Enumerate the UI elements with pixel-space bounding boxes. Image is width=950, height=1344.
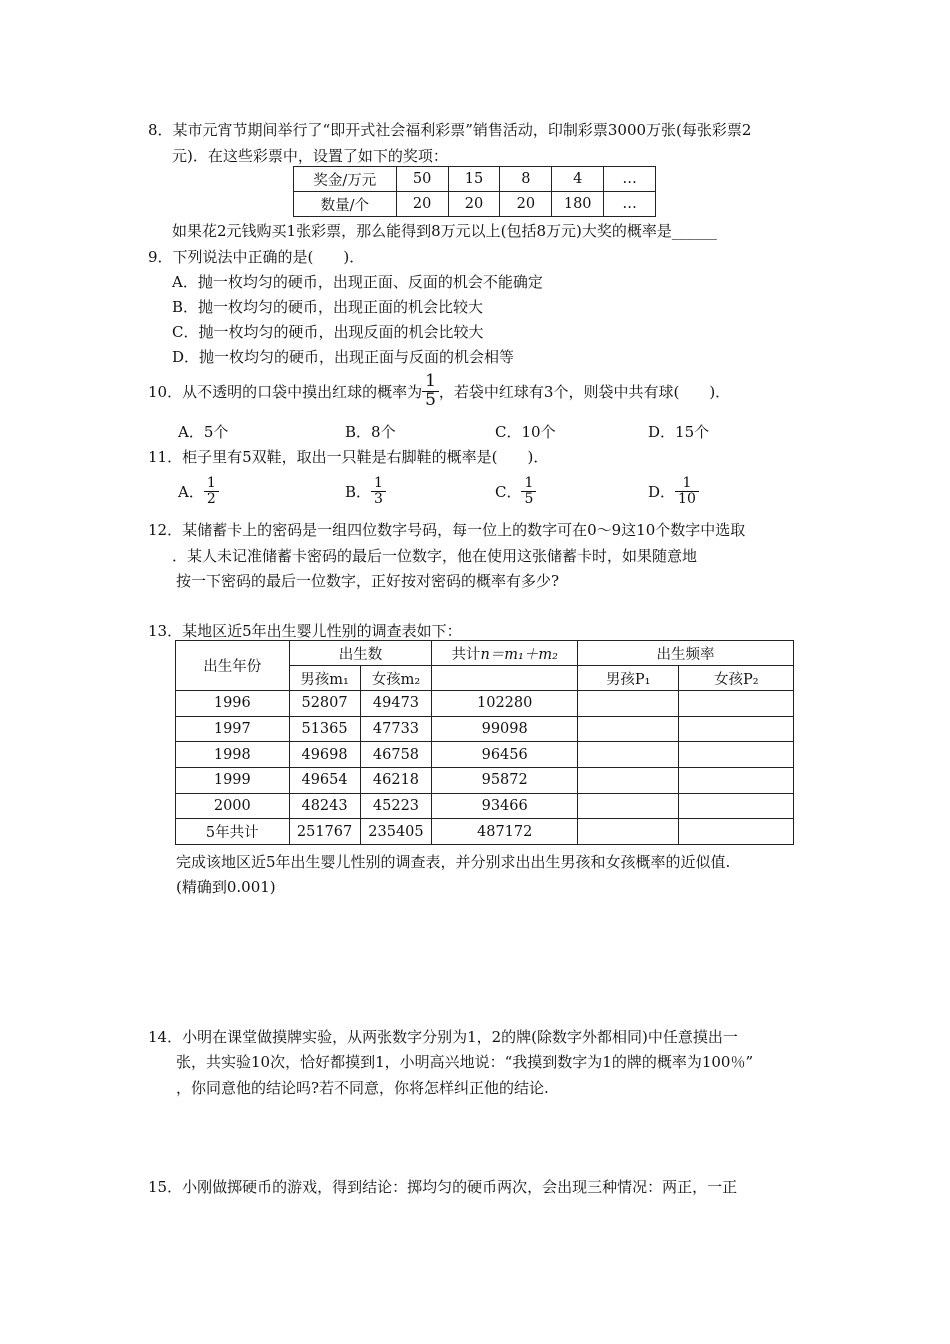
cell-girl: 46218 bbox=[360, 768, 432, 794]
table-row bbox=[176, 819, 794, 845]
q14-line1: 14．小明在课堂做摸牌实验，从两张数字分别为1，2的牌(除数字外都相同)中任意摸出一 bbox=[148, 1028, 738, 1046]
q10-stem bbox=[148, 368, 730, 414]
q11-stem: 11．柜子里有5双鞋，取出一只鞋是右脚鞋的概率是( )． bbox=[148, 448, 549, 466]
q11-option-a bbox=[178, 470, 219, 512]
header-boy: 男孩m₁ bbox=[289, 666, 360, 691]
q11-option-b bbox=[345, 470, 386, 512]
prize-count-cell: 20 bbox=[500, 192, 552, 217]
frac-den: 2 bbox=[206, 490, 216, 507]
q8-line1: 8．某市元宵节期间举行了“即开式社会福利彩票”销售活动，印制彩票3000万张(每张彩票2 bbox=[148, 121, 752, 139]
cell-boy: 52807 bbox=[289, 691, 360, 717]
cell-girl-p bbox=[679, 793, 794, 819]
cell-girl-p bbox=[679, 819, 794, 845]
table-row bbox=[176, 742, 794, 768]
cell-girl: 47733 bbox=[360, 716, 432, 742]
prize-amount-cell: 4 bbox=[552, 167, 604, 192]
prize-amount-cell: 8 bbox=[500, 167, 552, 192]
table-row bbox=[176, 768, 794, 794]
cell-girl: 49473 bbox=[360, 691, 432, 717]
frac-den: 3 bbox=[374, 490, 383, 507]
prize-amount-cell: 50 bbox=[396, 167, 448, 192]
header-total-pre: 共计 bbox=[451, 646, 481, 663]
q14-line2: 张，共实验10次，恰好都摸到1，小明高兴地说：“我摸到数字为1的牌的概率为100％” bbox=[176, 1053, 754, 1071]
prize-count-cell: 20 bbox=[448, 192, 500, 217]
q13-note2: (精确到0.001) bbox=[176, 878, 276, 896]
cell-boy-p bbox=[577, 716, 679, 742]
q8-line3: 如果花2元钱购买1张彩票，那么能得到8万元以上(包括8万元)大奖的概率是______ bbox=[172, 222, 717, 240]
q11-option-label: B． bbox=[345, 482, 372, 501]
cell-total: 95872 bbox=[432, 768, 578, 794]
frac-num: 1 bbox=[204, 476, 219, 492]
frac-den: 10 bbox=[678, 490, 696, 507]
cell-boy: 51365 bbox=[289, 716, 360, 742]
q9-option-b: B．抛一枚均匀的硬币，出现正面的机会比较大 bbox=[172, 298, 484, 316]
q14-line3: ，你同意他的结论吗?若不同意，你将怎样纠正他的结论. bbox=[176, 1079, 549, 1097]
q13-note1: 完成该地区近5年出生婴儿性别的调查表，并分别求出出生男孩和女孩概率的近似值. bbox=[176, 853, 731, 871]
cell-year: 1997 bbox=[176, 716, 290, 742]
header-total-formula: n＝m₁＋m₂ bbox=[480, 646, 558, 663]
q11-option-fraction bbox=[521, 476, 536, 506]
cell-girl-p bbox=[679, 691, 794, 717]
prize-count-label: 数量/个 bbox=[294, 192, 397, 217]
cell-girl: 235405 bbox=[360, 819, 432, 845]
q15-line1: 15．小刚做掷硬币的游戏，得到结论：掷均匀的硬币两次，会出现三种情况：两正，一正 bbox=[148, 1178, 738, 1196]
frac-den: 5 bbox=[524, 490, 534, 507]
header-total bbox=[432, 641, 578, 666]
prize-count-cell: … bbox=[604, 192, 656, 217]
q10-option-c: C．10个 bbox=[495, 423, 556, 441]
table-row bbox=[176, 691, 794, 717]
frac-num: 1 bbox=[521, 476, 536, 492]
q10-option-d: D．15个 bbox=[648, 423, 710, 441]
cell-year: 5年共计 bbox=[176, 819, 290, 845]
q11-option-label: A． bbox=[178, 482, 204, 501]
cell-year: 1999 bbox=[176, 768, 290, 794]
q10-frac-den: 5 bbox=[425, 389, 436, 410]
q11-option-label: D． bbox=[648, 482, 676, 501]
cell-boy: 48243 bbox=[289, 793, 360, 819]
frac-num: 1 bbox=[371, 476, 386, 492]
q12-line3: 按一下密码的最后一位数字，正好按对密码的概率有多少? bbox=[176, 572, 560, 590]
q11-option-fraction bbox=[371, 476, 386, 506]
cell-total: 93466 bbox=[432, 793, 578, 819]
cell-boy: 49698 bbox=[289, 742, 360, 768]
cell-total: 99098 bbox=[432, 716, 578, 742]
prize-count-cell: 180 bbox=[552, 192, 604, 217]
cell-girl: 46758 bbox=[360, 742, 432, 768]
q8-line2: 元)．在这些彩票中，设置了如下的奖项： bbox=[172, 147, 448, 165]
q9-option-d: D．抛一枚均匀的硬币，出现正面与反面的机会相等 bbox=[172, 348, 515, 366]
cell-year: 2000 bbox=[176, 793, 290, 819]
cell-boy-p bbox=[577, 691, 679, 717]
header-girl: 女孩m₂ bbox=[360, 666, 432, 691]
q9-option-a: A．抛一枚均匀的硬币，出现正面、反面的机会不能确定 bbox=[172, 273, 543, 291]
cell-girl-p bbox=[679, 768, 794, 794]
cell-boy: 251767 bbox=[289, 819, 360, 845]
q10-frac-num: 1 bbox=[422, 373, 439, 392]
cell-girl-p bbox=[679, 742, 794, 768]
cell-girl-p bbox=[679, 716, 794, 742]
cell-boy-p bbox=[577, 793, 679, 819]
q11-option-label: C． bbox=[495, 482, 522, 501]
q11-option-fraction bbox=[204, 476, 219, 506]
cell-boy-p bbox=[577, 768, 679, 794]
header-births: 出生数 bbox=[289, 641, 432, 666]
cell-year: 1996 bbox=[176, 691, 290, 717]
table-row bbox=[176, 716, 794, 742]
q12-line2: ．某人未记准储蓄卡密码的最后一位数字，他在使用这张储蓄卡时，如果随意地 bbox=[172, 547, 698, 565]
q10-post: ，若袋中红球有3个，则袋中共有球( )． bbox=[438, 382, 731, 401]
cell-boy: 49654 bbox=[289, 768, 360, 794]
header-freq: 出生频率 bbox=[577, 641, 793, 666]
birth-table bbox=[175, 640, 794, 845]
table-row bbox=[176, 793, 794, 819]
cell-year: 1998 bbox=[176, 742, 290, 768]
q11-option-d bbox=[648, 470, 699, 512]
cell-total: 102280 bbox=[432, 691, 578, 717]
cell-total: 487172 bbox=[432, 819, 578, 845]
q9-option-c: C．抛一枚均匀的硬币，出现反面的机会比较大 bbox=[172, 323, 484, 341]
cell-total: 96456 bbox=[432, 742, 578, 768]
prize-amount-label: 奖金/万元 bbox=[294, 167, 397, 192]
q9-stem: 9．下列说法中正确的是( )． bbox=[148, 248, 365, 266]
cell-girl: 45223 bbox=[360, 793, 432, 819]
cell-boy-p bbox=[577, 742, 679, 768]
q10-option-a: A．5个 bbox=[178, 423, 229, 441]
q12-line1: 12．某储蓄卡上的密码是一组四位数字号码，每一位上的数字可在0～9这10个数字中选取 bbox=[148, 521, 746, 539]
prize-amount-cell: 15 bbox=[448, 167, 500, 192]
q11-option-fraction bbox=[675, 476, 699, 506]
header-girl-p: 女孩P₂ bbox=[679, 666, 794, 691]
header-year: 出生年份 bbox=[176, 641, 290, 691]
q11-option-c bbox=[495, 470, 536, 512]
prize-amount-cell: … bbox=[604, 167, 656, 192]
q13-stem: 13．某地区近5年出生婴儿性别的调查表如下： bbox=[148, 622, 462, 640]
header-total-blank bbox=[432, 666, 578, 691]
frac-num: 1 bbox=[675, 476, 699, 492]
header-boy-p: 男孩P₁ bbox=[577, 666, 679, 691]
q10-fraction bbox=[422, 370, 439, 410]
prize-table bbox=[293, 166, 656, 217]
q10-option-b: B．8个 bbox=[345, 423, 396, 441]
cell-boy-p bbox=[577, 819, 679, 845]
q10-pre: 10．从不透明的口袋中摸出红球的概率为 bbox=[148, 382, 423, 401]
prize-count-cell: 20 bbox=[396, 192, 448, 217]
